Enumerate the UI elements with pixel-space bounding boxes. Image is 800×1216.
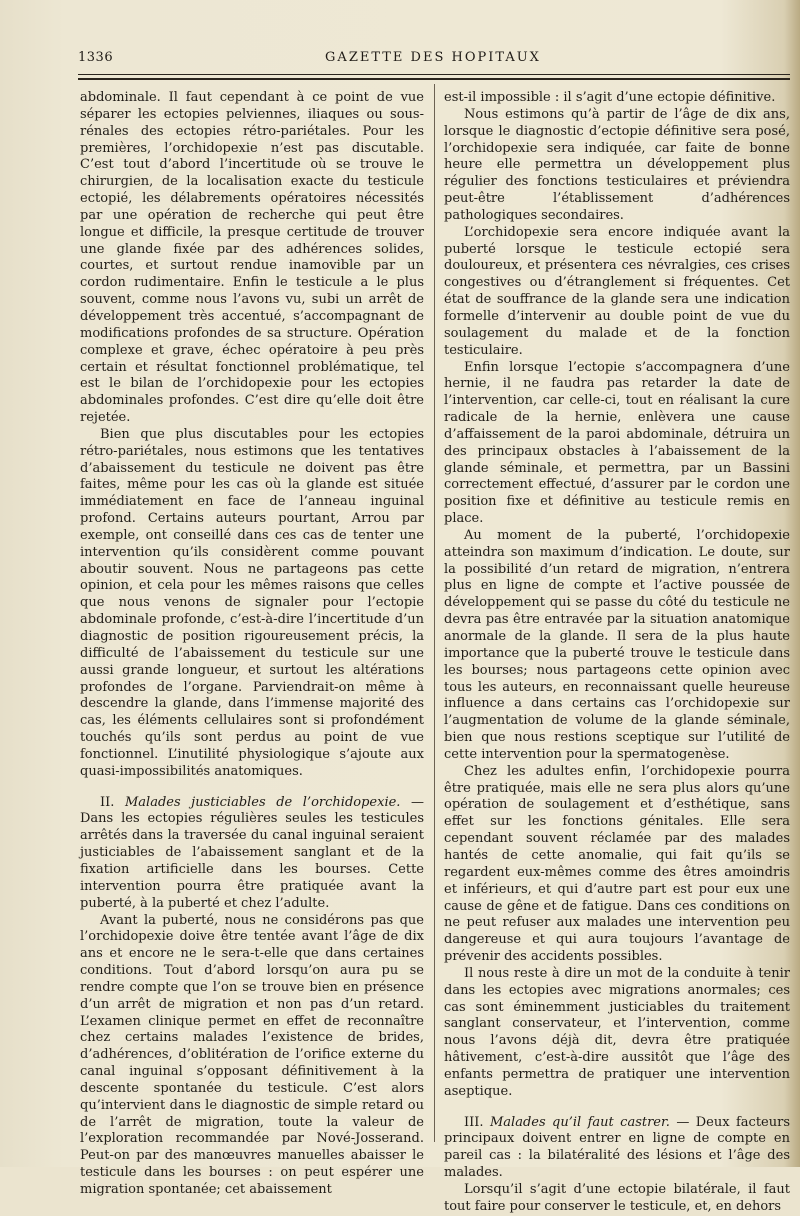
section-title: Malades qu’il faut castrer. xyxy=(489,1114,670,1130)
paragraph: Bien que plus discutables pour les ectopies rétro-pariétales, nous estimons que les tentatives d’abaissement du testicule ne doivent pas être faites, même pour les cas où la glande est située immédiatement en face de l’anneau inguinal profond. Certains auteurs pourtant, Arrou par exemple, ont conseillé dans ces cas de tenter une intervention qu’ils considèrent comme pouvant aboutir souvent. Nous ne partageons pas cette opinion, et cela pour les mêmes raisons que celles que nous venons de signaler pour l’ectopie abdominale profonde, c’est-à-dire l’incertitude d’un diagnostic de position rigoureusement précis, la difficulté de l’abaissement du testicule sur une aussi grande longueur, et surtout les altérations profondes de l’organe. Parviendrait-on même à descendre la glande, dans l’immense majorité des cas, les éléments cellulaires sont si profondément touchés qu’ils sont perdus au point de vue fonctionnel. L’inutilité physiologique s’ajoute aux quasi-impossibilités anatomiques. xyxy=(80,426,424,779)
page-number: 1336 xyxy=(78,50,114,65)
section-heading-paragraph xyxy=(444,1115,790,1182)
section-number: II. xyxy=(100,794,115,810)
paragraph: Enfin lorsque l’ectopie s’accompagnera d’une hernie, il ne faudra pas retarder la date de l’intervention, car celle-ci, tout en réalisant la cure radicale de la hernie, enlèvera une cause d’affaissement de la paroi abdominale, détruira un des principaux obstacles à l’abaissement de la glande séminale, et permettra, par un Bassini correctement effectué, d’assurer par le cordon une position fixe et définitive au testicule remis en place. xyxy=(444,359,790,527)
section-text: — Dans les ectopies régulières seules les testicules arrêtés dans la traversée du canal inguinal seraient justiciables de l’abaissement sanglant et de la fixation artificielle dans les bourses. Cette intervention pourra être pratiquée avant la puberté, à la puberté et chez l’adulte. xyxy=(80,794,424,911)
paragraph: Avant la puberté, nous ne considérons pas que l’orchidopexie doive être tentée avant l’âge de dix ans et encore ne le sera-t-elle que dans certaines conditions. Tout d’abord lorsqu’on aura pu se rendre compte que l’on se trouve bien en présence d’un arrêt de migration et non pas d’un retard. L’examen clinique permet en effet de reconnaître chez certains malades l’existence de brides, d’adhérences, d’oblitération de l’orifice externe du canal inguinal s’opposant définitivement à la descente spontanée du testicule. C’est alors qu’intervient dans le diagnostic de simple retard ou de l’arrêt de migration, toute la valeur de l’exploration recommandée par Nové-Josserand. Peut-on par des manœuvres manuelles abaisser le testicule dans les bourses : on peut espérer une migration spontanée; cet abaissement xyxy=(80,912,424,1197)
paragraph: Au moment de la puberté, l’orchidopexie atteindra son maximum d’indication. Le doute, sur la possibilité d’un retard de migration, n’entrera plus en ligne de compte et l’active poussée de développement qui se passe du côté du testicule ne devra pas être entravée par la situation anatomique anormale de la glande. Il sera de la plus haute importance que la puberté trouve le testicule dans les bourses; nous partageons cette opinion avec tous les auteurs, en reconnaissant quelle heureuse influence a dans certains cas l’orchidopexie sur l’augmentation de volume de la glande séminale, bien que nous restions sceptique sur l’utilité de cette intervention pour la spermatogenèse. xyxy=(444,527,790,762)
column-divider xyxy=(434,84,435,1142)
left-column xyxy=(80,90,424,1199)
paragraph: est-il impossible : il s’agit d’une ectopie définitive. xyxy=(444,90,776,105)
running-title: GAZETTE DES HOPITAUX xyxy=(325,50,541,65)
paragraph: abdominale. Il faut cependant à ce point de vue séparer les ectopies pelviennes, iliaques ou sous-rénales des ectopies rétro-pariétales. Pour les premières, l’orchidopexie n’est pas discutable. C’est tout d’abord l’incertitude où se trouve le chirurgien, de la localisation exacte du testicule ectopié, les délabrements opératoires nécessités par une opération de recherche qui peut être longue et difficile, la presque certitude de trouver une glande fixée par des adhérences solides, courtes, et surtout rendue inamovible par un cordon rudimentaire. Enfin le testicule a le plus souvent, comme nous l’avons vu, subi un arrêt de développement très accentué, s’accompagnant de modifications profondes de sa structure. Opération complexe et grave, échec opératoire à peu près certain et résultat fonctionnel problématique, tel est le bilan de l’orchidopexie pour les ectopies abdominales profondes. C’est dire qu’elle doit être rejetée. xyxy=(80,90,424,426)
header-rule xyxy=(78,74,790,75)
section-title: Malades justiciables de l’orchidopexie. xyxy=(124,794,401,810)
paragraph: Il nous reste à dire un mot de la conduite à tenir dans les ectopies avec migrations anormales; ces cas sont éminemment justiciables du traitement sanglant conservateur, et l’intervention, comme nous l’avons déjà dit, devra être pratiquée hâtivement, c’est-à-dire aussitôt que l’âge des enfants permettra de pratiquer une intervention aseptique. xyxy=(444,965,790,1099)
section-number: III. xyxy=(464,1114,484,1130)
header-rule-thick xyxy=(78,78,790,80)
page-header xyxy=(78,50,788,72)
section-text: — Deux facteurs principaux doivent entrer en ligne de compte en pareil cas : la bilatéralité des lésions et l’âge des malades. xyxy=(444,1114,790,1181)
paragraph: L’orchidopexie sera encore indiquée avant la puberté lorsque le testicule ectopié sera douloureux, et présentera ces névralgies, ces crises congestives ou d’étranglement si fréquentes. Cet état de souffrance de la glande sera une indication formelle d’intervenir au double point de vue du soulagement du malade et de la fonction testiculaire. xyxy=(444,224,790,358)
right-column xyxy=(444,90,790,1216)
paragraph: Nous estimons qu’à partir de l’âge de dix ans, lorsque le diagnostic d’ectopie définitive sera posé, l’orchidopexie sera indiquée, car faite de bonne heure elle permettra un développement plus régulier des fonctions testiculaires et préviendra peut-être l’établissement d’adhérences pathologiques secondaires. xyxy=(444,106,790,223)
paragraph: Chez les adultes enfin, l’orchidopexie pourra être pratiquée, mais elle ne sera plus alors qu’une opération de soulagement et d’esthétique, sans effet sur les fonctions génitales. Elle sera cependant souvent réclamée par des malades hantés de cette anomalie, qui fait qu’ils se regardent eux-mêmes comme des êtres amoindris et inférieurs, et qui d’autre part est pour eux une cause de gêne et de fatigue. Dans ces conditions on ne peut refuser aux malades une intervention peu dangereuse et qui aura toujours l’avantage de prévenir des accidents possibles. xyxy=(444,763,790,965)
section-heading-paragraph xyxy=(80,795,424,913)
paragraph: Lorsqu’il s’agit d’une ectopie bilatérale, il faut tout faire pour conserver le testicule, et, en dehors xyxy=(444,1182,790,1214)
